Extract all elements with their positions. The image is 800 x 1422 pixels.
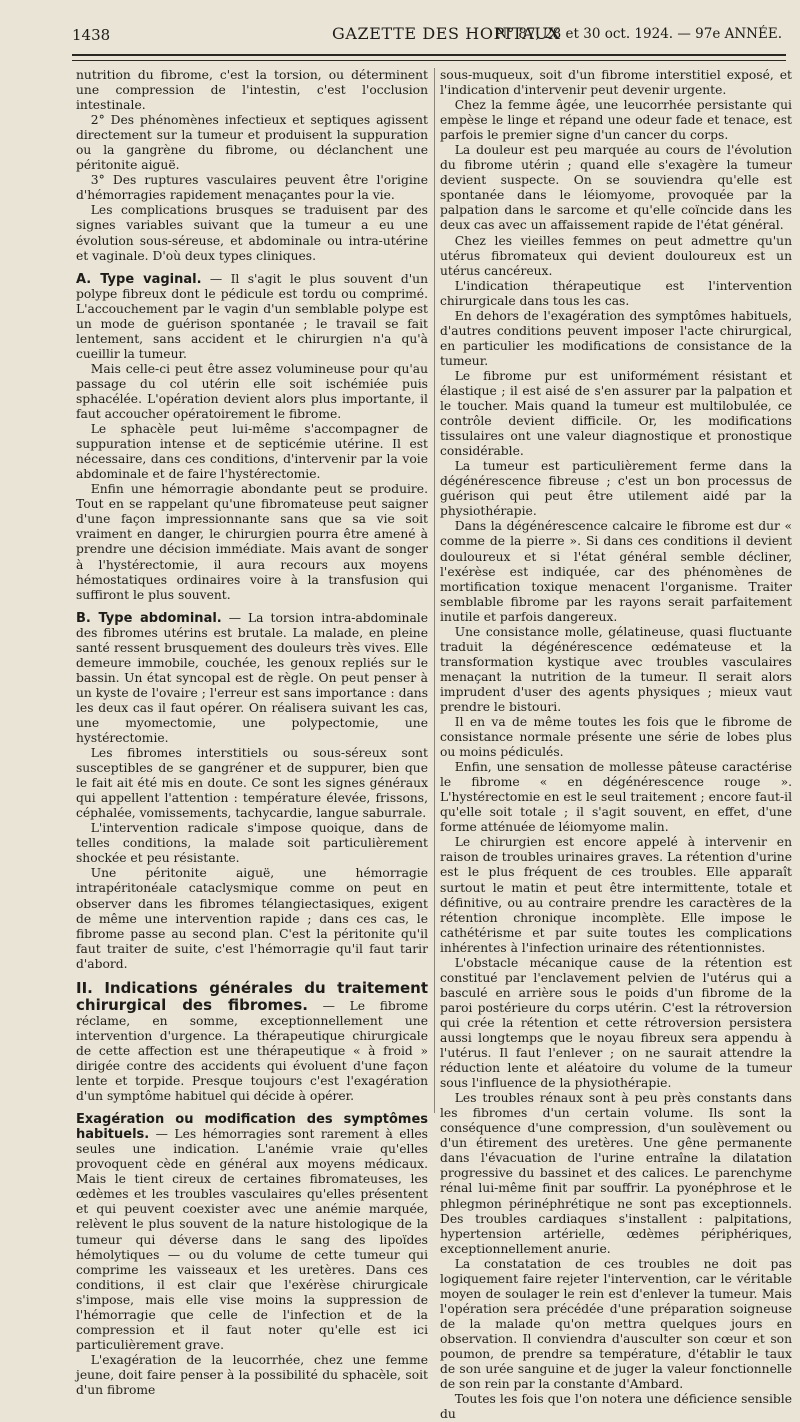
left-column [76, 68, 429, 1397]
header-rule [72, 54, 786, 56]
paragraph: Chez les vieilles femmes on peut admettre qu'un utérus fibromateux qui devient douloureux est un utérus cancéreux. [440, 233, 792, 278]
page-header [72, 22, 782, 50]
paragraph: Le chirurgien est encore appelé à intervenir en raison de troubles urinaires graves. La rétention d'urine est le plus fréquent de ces troubles. Elle apparaît surtout le matin et peut être intermittente, totale et définitive, ou au contraire prendre les caractères de la rétention chronique incomplète. Elle impose le cathétérisme et par suite toutes les complications inhérentes à l'infection urinaire des rétentionnistes. [440, 835, 792, 955]
paragraph: Les troubles rénaux sont à peu près constants dans les fibromes d'un certain volume. Ils sont la conséquence d'une compression, d'un soulèvement ou d'un étirement des uretères. Une gêne permanente dans l'évacuation de l'urine entraîne la dilatation progressive du bassinet et des calices. Le parenchyme rénal lui-même finit par souffrir. La pyonéphrose et le phlegmon périnéphrétique ne sont pas exceptionnels. Des troubles cardiaques s'installent : palpitations, hypertension artérielle, œdèmes périphériques, exceptionnellement anurie. [440, 1091, 792, 1256]
paragraph: Chez la femme âgée, une leucorrhée persistante qui empèse le linge et répand une odeur fade et tenace, est parfois le premier signe d'un cancer du corps. [440, 98, 792, 143]
paragraph: En dehors de l'exagération des symptômes habituels, d'autres conditions peuvent imposer l'acte chirurgical, en particulier les modifications de consistance de la tumeur. [440, 308, 792, 368]
paragraph: sous-muqueux, soit d'un fibrome interstitiel exposé, et l'indication d'intervenir peut devenir urgente. [440, 68, 792, 98]
subsection-heading: Exagération ou modification des symptômes habituels. [76, 1112, 428, 1143]
paragraph: nutrition du fibrome, c'est la torsion, ou déterminent une compression de l'intestin, c'est l'occlusion intestinale. [76, 68, 428, 113]
paragraph: Le fibrome pur est uniformément résistant et élastique ; il est aisé de s'en assurer par la palpation et le toucher. Mais quand la tumeur est multilobulée, ce contrôle devient difficile. Or, les modifications tissulaires ont une valeur diagnostique et pronostique considérable. [440, 368, 792, 459]
issue-info: N° 87, 28 et 30 oct. 1924. — 97e ANNÉE. [495, 26, 782, 42]
paragraph: L'indication thérapeutique est l'intervention chirurgicale dans tous les cas. [440, 278, 792, 308]
column-divider [434, 68, 435, 1113]
section-a-text: — Il s'agit le plus souvent d'un polype fibreux dont le pédicule est tordu ou comprimé. L'accouchement par le vagin d'un semblable polype est un mode de guérison spontanée ; le travail se fait lentement, sans accident et le chirurgien n'a qu'à cueillir la tumeur. [76, 271, 428, 361]
paragraph: Une péritonite aiguë, une hémorragie intrapéritonéale cataclysmique comme on peut en observer dans les fibromes télangiectasiques, exigent de même une intervention rapide ; dans ces cas, le fibrome passe au second plan. C'est la péritonite qu'il faut traiter de suite, c'est l'hémorragie qu'il faut tarir d'abord. [76, 866, 428, 971]
subsection-text: — Les hémorragies sont rarement à elles seules une indication. L'anémie vraie qu'elles provoquent cède en général aux moyens médicaux. Mais le tient cireux de certaines fibromateuses, les œdèmes et les troubles vasculaires qu'elles présentent et qui peuvent coexister avec une anémie marquée, relèvent le plus souvent de la nature histologique de la tumeur qui déverse dans le sang des lipoïdes hémolytiques — ou du volume de cette tumeur qui comprime les vaisseaux et les uretères. Dans ces conditions, il est clair que l'exérèse chirurgicale s'impose, mais elle vise moins la suppression de l'hémorragie que celle de l'infection et de la compression et il faut noter qu'elle est ici particulièrement grave. [76, 1127, 428, 1352]
paragraph: Enfin une hémorragie abondante peut se produire. Tout en se rappelant qu'une fibromateuse peut saigner d'une façon impressionnante sans que sa vie soit vraiment en danger, le chirurgien pourra être amené à prendre une décision immédiate. Mais avant de songer à l'hystérectomie, il aura recours aux moyens hémostatiques ordinaires voire à la transfusion qui suffiront le plus souvent. [76, 482, 428, 602]
paragraph: Les complications brusques se traduisent par des signes variables suivant que la tumeur a eu une évolution sous-séreuse, et abdominale ou intra-utérine et vaginale. D'où deux types cliniques. [76, 203, 428, 263]
paragraph: Enfin, une sensation de mollesse pâteuse caractérise le fibrome « en dégénérescence rouge ». L'hystérectomie en est le seul traitement ; encore faut-il qu'elle soit totale ; il s'agit souvent, en effet, d'une forme atténuée de léiomyome malin. [440, 760, 792, 835]
paragraph: L'intervention radicale s'impose quoique, dans de telles conditions, la malade soit particulièrement shockée et peu résistante. [76, 821, 428, 866]
paragraph: Une consistance molle, gélatineuse, quasi fluctuante traduit la dégénérescence œdémateuse et la transformation kystique avec troubles vasculaires menaçant la nutrition de la tumeur. Il serait alors imprudent d'user des agents physiques ; mieux vaut prendre le bistouri. [440, 624, 792, 714]
page-number: 1438 [72, 26, 111, 44]
section-a-heading: A. Type vaginal. [76, 271, 202, 287]
paragraph: 2° Des phénomènes infectieux et septiques agissent directement sur la tumeur et produisent la suppuration ou la gangrène du fibrome, ou déclanchent une péritonite aiguë. [76, 113, 428, 173]
paragraph: Dans la dégénérescence calcaire le fibrome est dur « comme de la pierre ». Si dans ces conditions il devient douloureux et si l'état général semble décliner, l'exérèse est indiquée, car des phénomènes de mortification toxique menacent l'organisme. Traiter semblable fibrome par les rayons serait parfaitement inutile et parfois dangereux. [440, 519, 792, 624]
paragraph: Les fibromes interstitiels ou sous-séreux sont susceptibles de se gangréner et de suppurer, bien que le fait ait été mis en doute. Ce sont les signes généraux qui appellent l'attention : température élevée, frissons, céphalée, vomissements, tachycardie, langue saburrale. [76, 746, 428, 821]
publication-title: GAZETTE DES HOPITAUX [332, 24, 561, 43]
paragraph: La tumeur est particulièrement ferme dans la dégénérescence fibreuse ; c'est un bon processus de guérison qui peut être utilement aidé par la physiothérapie. [440, 459, 792, 519]
paragraph: La constatation de ces troubles ne doit pas logiquement faire rejeter l'intervention, car le véritable moyen de soulager le rein est d'enlever la tumeur. Mais l'opération sera précédée d'une préparation soigneuse de la malade qu'on mettra quelques jours en observation. Il conviendra d'ausculter son cœur et son poumon, de prendre sa température, d'établir le taux de son urée sanguine et de juger la valeur fonctionnelle de son rein par la constante d'Ambard. [440, 1256, 792, 1392]
paragraph: 3° Des ruptures vasculaires peuvent être l'origine d'hémorragies rapidement menaçantes pour la vie. [76, 173, 428, 203]
section-ii-text: — Le fibrome réclame, en somme, exceptionnellement une intervention d'urgence. La thérapeutique chirurgicale de cette affection est une thérapeutique « à froid » dirigée contre des accidents qui évoluent d'une façon lente et torpide. Presque toujours c'est l'exagération d'un symptôme habituel qui décide à opérer. [76, 998, 429, 1104]
section-ii-heading: II. Indications générales du traitement chirurgical des fibromes. [76, 978, 428, 1014]
paragraph: Le sphacèle peut lui-même s'accompagner de suppuration intense et de septicémie utérine. Il est nécessaire, dans ces conditions, d'intervenir par la voie abdominale et de faire l'hystérectomie. [76, 422, 428, 482]
paragraph: Toutes les fois que l'on notera une déficience sensible du [440, 1392, 792, 1422]
paragraph: La douleur est peu marquée au cours de l'évolution du fibrome utérin ; quand elle s'exagère la tumeur devient suspecte. On se souviendra qu'elle est spontanée dans le léiomyome, provoquée par la palpation dans le sarcome et qu'elle coïncide dans les deux cas avec un affaissement rapide de l'état général. [440, 143, 792, 233]
section-b-text: — La torsion intra-abdominale des fibromes utérins est brutale. La malade, en pleine santé ressent brusquement des douleurs très vives. Elle demeure immobile, couchée, les genoux repliés sur le bassin. Un état syncopal est de règle. On peut penser à un kyste de l'ovaire ; l'erreur est sans importance : dans les deux cas il faut opérer. On réalisera suivant les cas, une myomectomie, une polypectomie, une hystérectomie. [76, 610, 428, 746]
header-rule-thin [72, 60, 786, 61]
paragraph: L'exagération de la leucorrhée, chez une femme jeune, doit faire penser à la possibilité du sphacèle, soit d'un fibrome [76, 1352, 428, 1397]
paragraph: Mais celle-ci peut être assez volumineuse pour qu'au passage du col utérin elle soit ischémiée puis sphacélée. L'opération devient alors plus importante, il faut accoucher opératoirement le fibrome. [76, 361, 428, 422]
paragraph: Il en va de même toutes les fois que le fibrome de consistance normale présente une série de lobes plus ou moins pédiculés. [440, 715, 792, 760]
section-b-heading: B. Type abdominal. [76, 610, 222, 626]
paragraph: L'obstacle mécanique cause de la rétention est constitué par l'enclavement pelvien de l'utérus qui a basculé en arrière sous le poids d'un fibrome de la paroi postérieure du corps utérin. C'est la rétroversion qui crée la rétention et cette rétroversion persistera aussi longtemps que le noyau fibreux sera appendu à l'utérus. Il faut l'enlever ; on ne saurait attendre la réduction lente et aléatoire du volume de la tumeur sous l'influence de la physiothérapie. [440, 955, 792, 1091]
right-column [440, 68, 792, 1422]
